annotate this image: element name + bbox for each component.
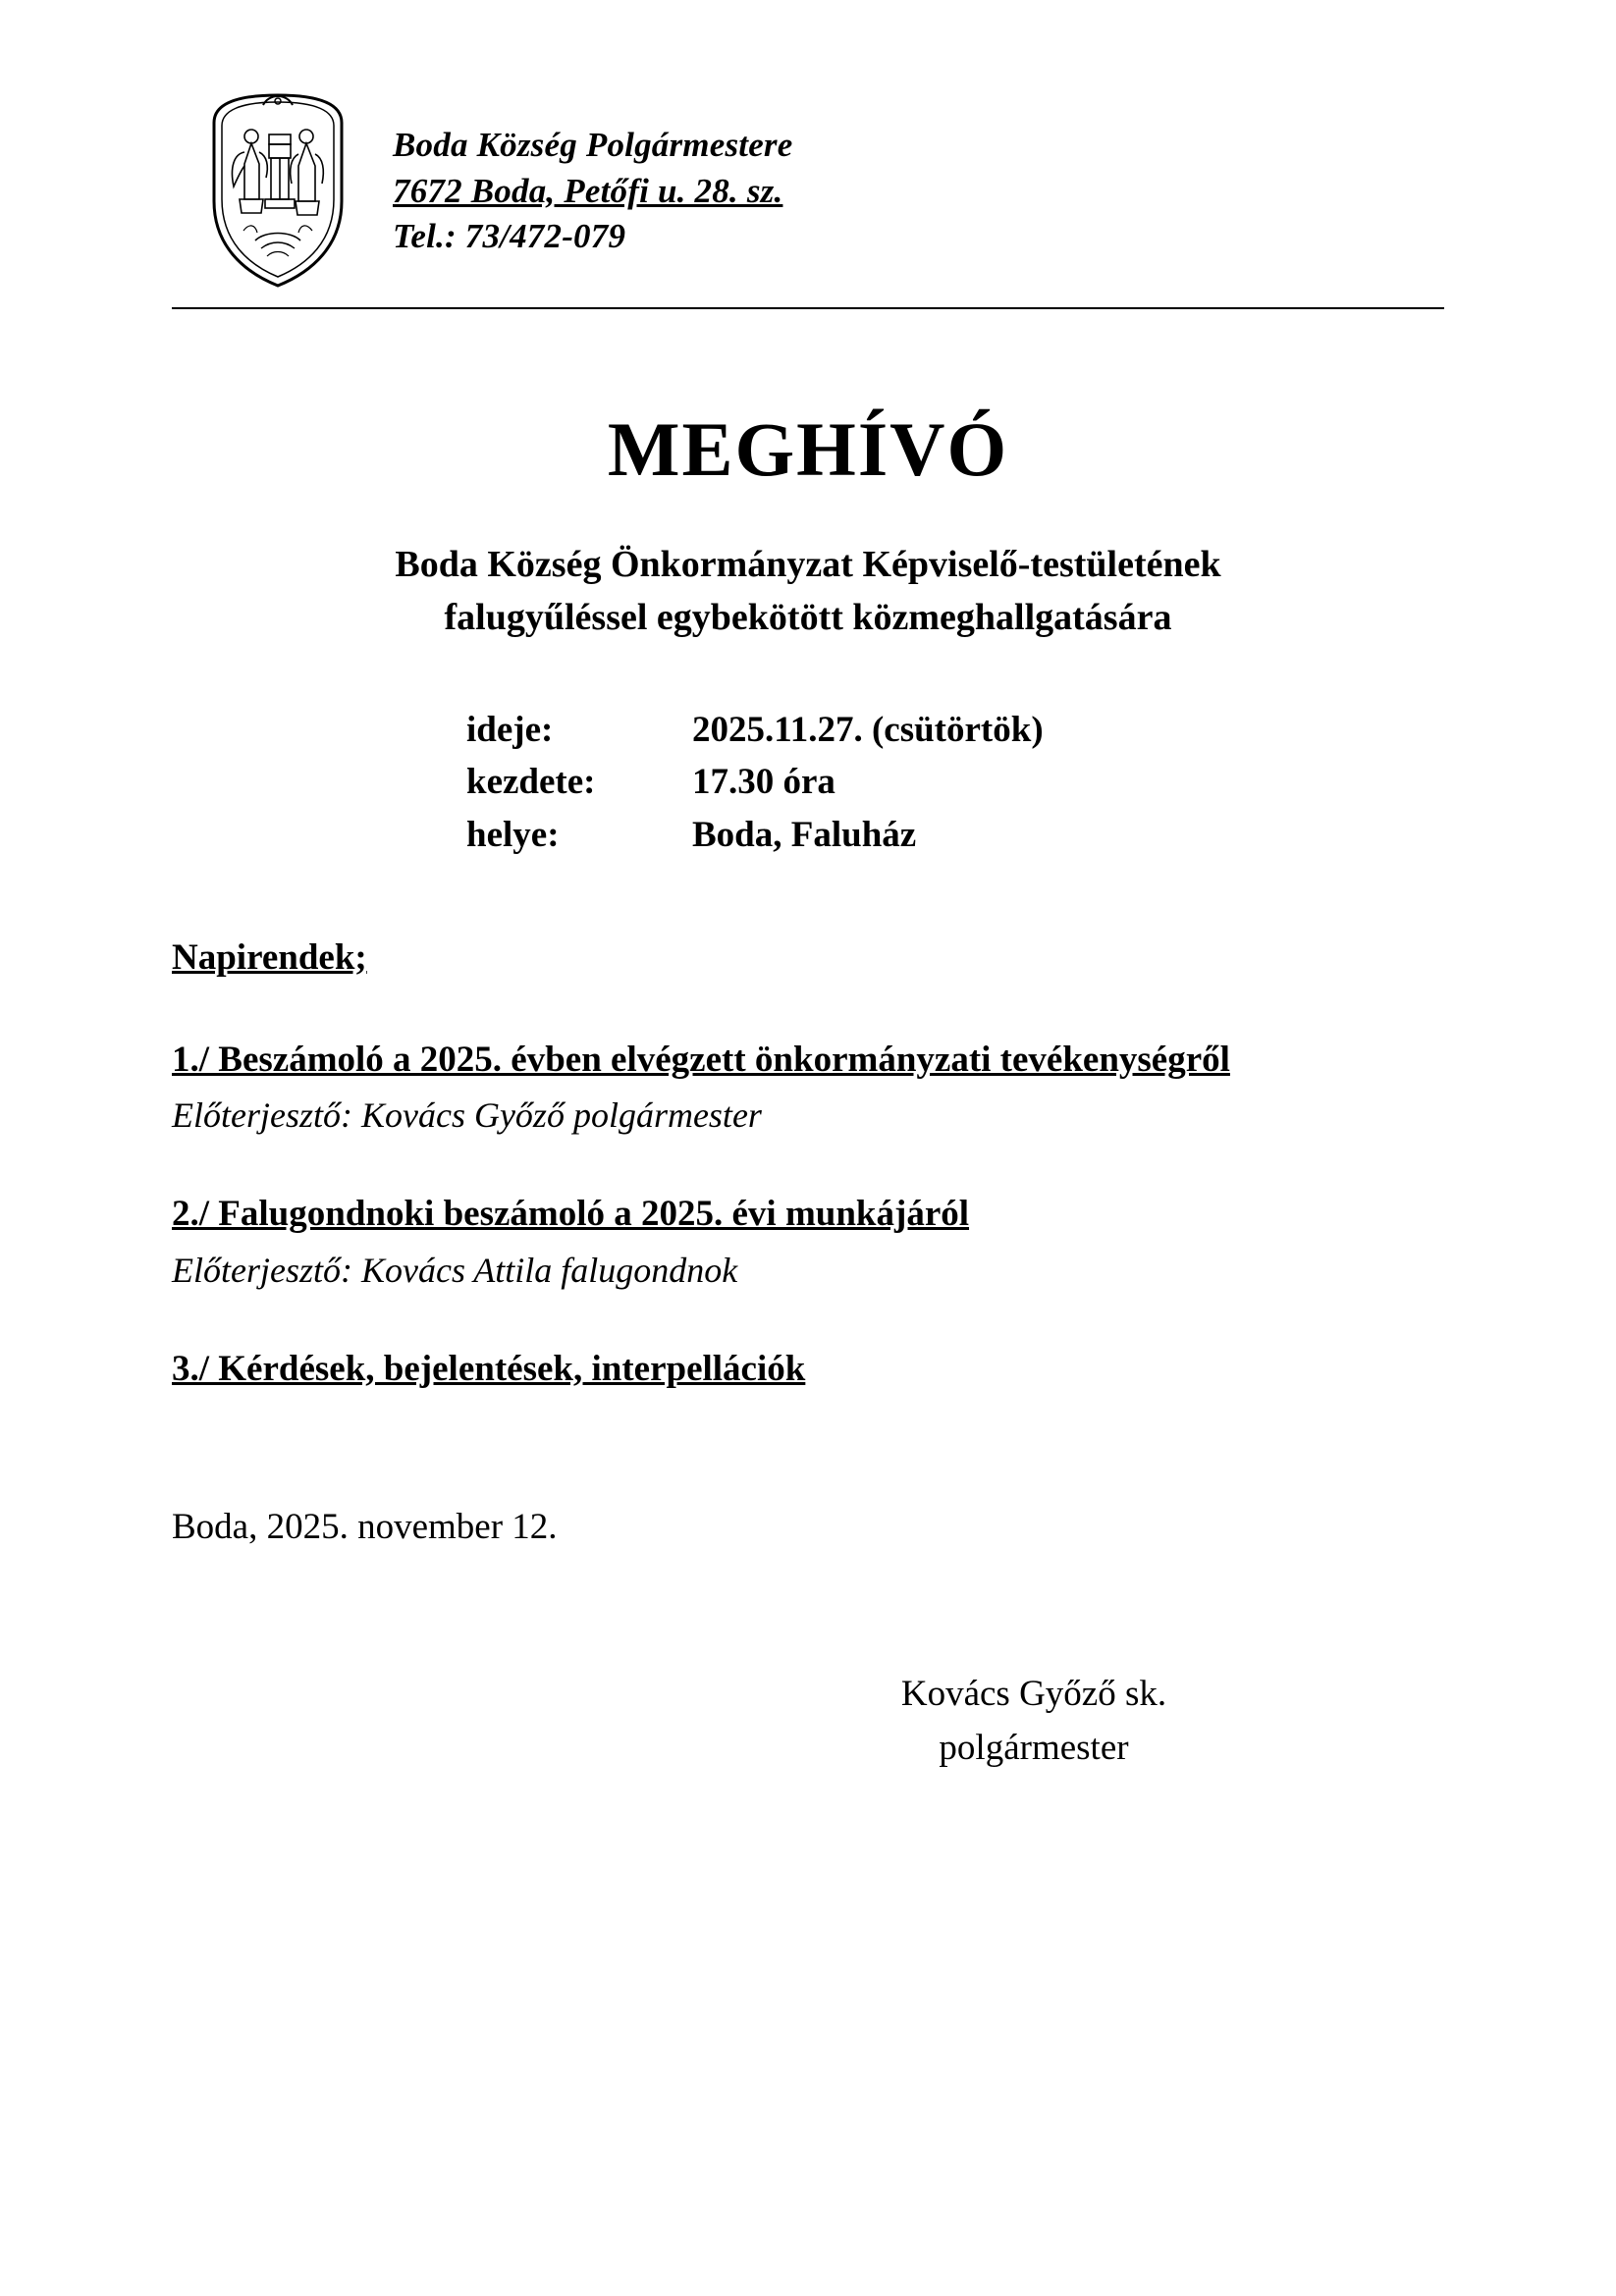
- agenda-item-presenter: Előterjesztő: Kovács Győző polgármester: [172, 1095, 762, 1136]
- office-address: 7672 Boda, Petőfi u. 28. sz.: [393, 171, 783, 210]
- coat-of-arms-icon: [191, 93, 363, 290]
- detail-row-date: [466, 704, 1444, 757]
- agenda-heading: Napirendek;: [172, 936, 367, 978]
- detail-label-venue: helye:: [466, 814, 560, 855]
- agenda-item-title: 1./ Beszámoló a 2025. évben elvégzett önkormányzati tevékenységről: [172, 1039, 1230, 1080]
- agenda-item-title: 2./ Falugondnoki beszámoló a 2025. évi munkájáról: [172, 1194, 970, 1235]
- signature-role: polgármester: [939, 1728, 1129, 1769]
- detail-value-venue: Boda, Faluház: [692, 814, 917, 855]
- letterhead: [172, 93, 1444, 290]
- detail-label-date: ideje:: [466, 709, 554, 750]
- signature-name: Kovács Győző sk.: [900, 1673, 1167, 1714]
- page-title: MEGHÍVÓ: [607, 406, 1009, 492]
- subtitle: [172, 539, 1444, 645]
- letterhead-text: [363, 93, 792, 260]
- signature-block: [623, 1667, 1444, 1776]
- detail-label-time: kezdete:: [466, 762, 596, 803]
- subtitle-line-1: Boda Község Önkormányzat Képviselő-testületének: [395, 543, 1221, 585]
- detail-value-time: 17.30 óra: [692, 762, 835, 803]
- office-phone: Tel.: 73/472-079: [393, 217, 626, 256]
- header-divider: [172, 307, 1444, 309]
- detail-value-date: 2025.11.27. (csütörtök): [692, 709, 1044, 750]
- place-and-date: Boda, 2025. november 12.: [172, 1506, 558, 1547]
- detail-row-time: [466, 756, 1444, 809]
- agenda-item-presenter: Előterjesztő: Kovács Attila falugondnok: [172, 1251, 738, 1291]
- agenda-item: [172, 1343, 1444, 1396]
- subtitle-line-2: falugyűléssel egybekötött közmeghallgatására: [444, 596, 1172, 638]
- detail-row-venue: [466, 809, 1444, 862]
- agenda-item-title: 3./ Kérdések, bejelentések, interpellációk: [172, 1349, 806, 1390]
- event-details: [466, 704, 1444, 862]
- office-name: Boda Község Polgármestere: [393, 126, 793, 164]
- agenda-item: [172, 1188, 1444, 1296]
- agenda-item: [172, 1034, 1444, 1142]
